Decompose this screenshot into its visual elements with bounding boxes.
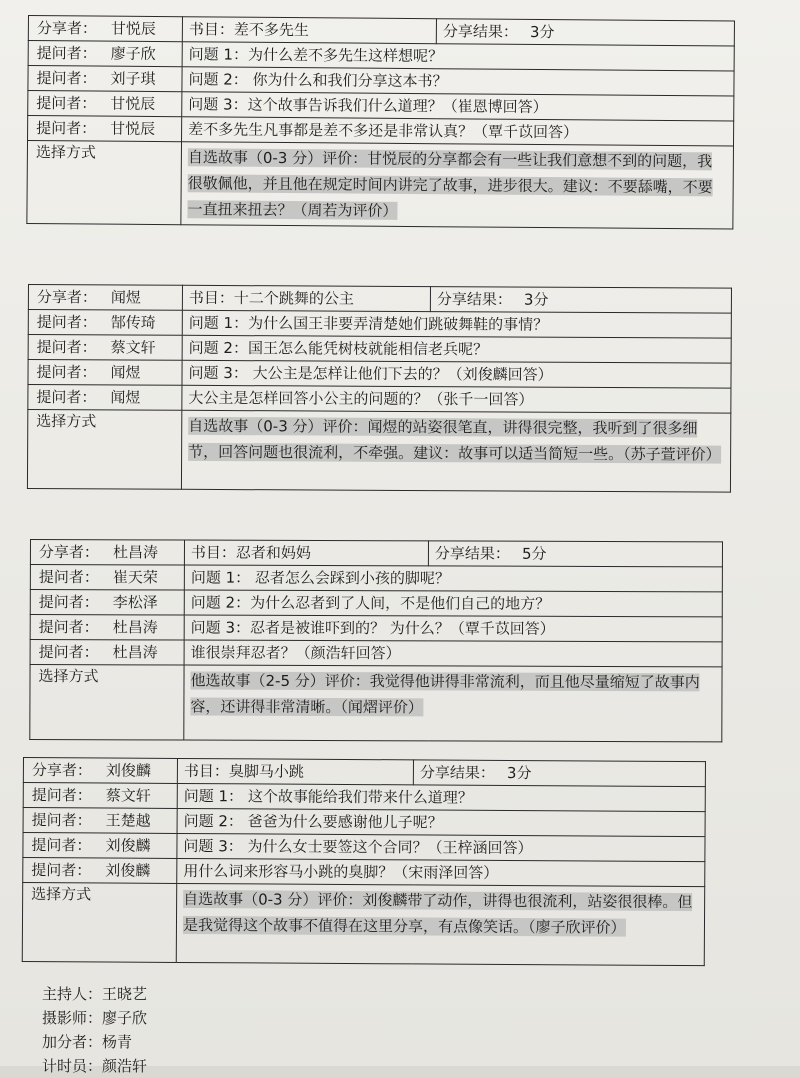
staff-photographer [42,1006,147,1030]
asker-cell [28,310,182,336]
question-text: 问题 1： 这个故事能给我们带来什么道理？ [177,783,705,811]
staff-list [42,982,147,1078]
evaluation-cell [176,883,704,965]
asker-cell [23,833,177,859]
asker-label: 提问者： [36,338,97,357]
result-score: 3分 [523,290,549,309]
asker-name: 廖子欣 [110,44,156,64]
sharer-label: 分享者： [31,761,92,780]
staff-role: 主持人： [42,985,103,1003]
asker-name: 刘俊麟 [105,861,151,880]
book-title: 书目：差不多先生 [182,17,436,44]
asker-name: 闻煜 [110,363,141,382]
evaluation-text: 他选故事（2-5 分）评价：我觉得他讲得非常流利，而且他尽量缩短了故事内容，还讲得非常清晰。（闻熠评价） [190,671,700,717]
result-label: 分享结果： [442,22,518,41]
result-label: 分享结果： [436,290,512,309]
result-score: 3分 [506,763,532,783]
sharer-label: 分享者： [36,19,97,38]
asker-cell [28,335,182,361]
evaluation-row [30,665,722,742]
question-text: 问题 1： 忍者怎么会踩到小孩的脚呢？ [184,565,722,592]
method-label: 选择方式 [30,665,184,741]
question-text: 问题 1：为什么国王非要弄清楚她们跳破舞鞋的事情？ [182,310,731,338]
asker-cell [30,590,184,616]
question-row [30,565,722,592]
question-text: 问题 1：为什么差不多先生这样想呢？ [182,42,734,71]
staff-timekeeper [42,1054,147,1078]
asker-label: 提问者： [36,94,97,113]
sharer-name: 甘悦辰 [110,19,156,39]
staff-scorer [42,1030,147,1054]
result-cell [413,760,705,787]
result-cell [436,19,734,46]
question-text: 差不多先生凡事都是差不多还是非常认真？（覃千苡回答） [182,117,734,146]
evaluation-row [27,141,734,230]
asker-cell [23,808,177,834]
asker-name: 甘悦辰 [110,94,156,114]
question-text: 问题 2： 爸爸为什么要感谢他儿子呢？ [177,808,705,836]
question-row [28,335,731,364]
question-text: 大公主是怎样回答小公主的问题的？（张千一回答） [182,385,731,413]
share-record-table [29,539,723,742]
asker-cell [23,858,177,884]
asker-name: 郜传琦 [110,313,156,332]
asker-label: 提问者： [31,811,92,830]
asker-name: 刘子琪 [110,69,156,89]
evaluation-text: 自选故事（0-3 分）评价：甘悦辰的分享都会有一些让我们意想不到的问题，我很敬佩他，并且他在规定时间内讲完了故事，进步很大。建议：不要舔嘴，不要一直扭来扭去？（周若为评价） [187,148,713,220]
method-label: 选择方式 [22,883,176,963]
asker-name: 杜昌涛 [112,643,158,662]
share-record-table [22,757,706,966]
result-cell [430,287,731,314]
sharer-name: 刘俊麟 [105,761,152,780]
sharer-cell [28,285,182,311]
asker-cell [28,116,182,142]
asker-name: 王楚越 [105,811,151,830]
asker-label: 提问者： [38,593,99,612]
share-record-table [26,15,735,230]
header-row [30,540,722,567]
question-row [28,310,731,339]
sharer-name: 杜昌涛 [112,543,159,562]
asker-label: 提问者： [38,643,99,662]
result-label: 分享结果： [419,763,495,782]
asker-label: 提问者： [36,119,97,138]
asker-name: 闻煜 [110,388,141,407]
header-row [28,285,731,314]
asker-label: 提问者： [38,568,99,587]
staff-name: 廖子欣 [102,1009,148,1027]
result-score: 3分 [529,22,555,42]
asker-cell [28,360,182,386]
question-text: 问题 3：这个故事告诉我们什么道理？（崔恩博回答） [182,92,734,121]
book-title: 书目：臭脚马小跳 [177,758,413,784]
asker-label: 提问者： [36,388,97,407]
question-text: 问题 3： 为什么女士要签这个合同？（王梓涵回答） [177,833,705,861]
question-row [28,360,731,389]
question-text: 谁很崇拜忍者？（颜浩轩回答） [184,640,722,667]
evaluation-cell [184,665,722,742]
asker-name: 李松泽 [112,593,158,612]
asker-name: 蔡文轩 [105,786,151,805]
asker-cell [28,385,182,411]
question-text: 问题 3： 大公主是怎样让他们下去的？（刘俊麟回答） [182,360,731,388]
asker-label: 提问者： [38,618,99,637]
asker-cell [28,91,182,117]
question-text: 问题 2： 你为什么和我们分享这本书？ [182,67,734,96]
asker-name: 蔡文轩 [110,338,156,357]
staff-role: 加分者： [42,1033,103,1051]
asker-label: 提问者： [36,313,97,332]
question-row [30,590,722,617]
evaluation-text: 自选故事（0-3 分）评价：闻煜的站姿很笔直，讲得很完整，我听到了很多细节，回答问题也很流利，不牵强。建议：故事可以适当简短一些。（苏子萱评价） [188,416,721,464]
evaluation-row [22,883,704,966]
sharer-name: 闻煜 [110,288,142,307]
asker-label: 提问者： [36,69,97,88]
result-cell [428,541,722,567]
asker-cell [30,565,184,591]
staff-name: 王晓艺 [102,985,148,1003]
asker-label: 提问者： [36,44,97,63]
asker-cell [30,640,184,666]
asker-label: 提问者： [31,836,92,855]
question-text: 问题 3：忍者是被谁吓到的？ 为什么？（覃千苡回答） [184,615,722,642]
sharer-cell [28,16,182,42]
evaluation-cell [181,142,734,229]
staff-role: 计时员： [42,1057,103,1075]
question-text: 用什么词来形容马小跳的臭脚？（宋雨泽回答） [177,858,705,886]
asker-label: 提问者： [36,363,97,382]
share-record-table [27,284,732,493]
sharer-cell [23,758,177,784]
staff-host [42,982,147,1006]
question-text: 问题 2：为什么忍者到了人间，不是他们自己的地方？ [184,590,722,617]
staff-role: 摄影师： [42,1009,103,1027]
asker-cell [23,783,177,809]
book-title: 书目：十二个跳舞的公主 [182,285,430,311]
question-row [28,385,731,414]
asker-cell [28,41,182,67]
evaluation-text: 自选故事（0-3 分）评价：刘俊麟带了动作，讲得也很流利，站姿很很棒。但是我觉得这个故事不值得在这里分享，有点像笑话。（廖子欣评价） [182,889,693,937]
sharer-cell [30,540,184,566]
asker-name: 刘俊麟 [105,836,151,855]
evaluation-cell [181,410,730,492]
asker-label: 提问者： [31,786,92,805]
book-title: 书目：忍者和妈妈 [184,540,428,566]
asker-cell [30,615,184,641]
sharer-label: 分享者： [36,288,97,307]
asker-cell [28,66,182,92]
asker-label: 提问者： [31,861,92,880]
method-label: 选择方式 [27,141,182,225]
asker-name: 崔天荣 [112,568,158,587]
question-row [30,640,722,667]
method-label: 选择方式 [27,410,181,490]
question-row [30,615,722,642]
staff-name: 颜浩轩 [102,1057,148,1075]
evaluation-row [27,410,730,493]
asker-name: 甘悦辰 [110,119,156,139]
result-label: 分享结果： [434,544,510,563]
sharer-label: 分享者： [38,543,100,562]
question-text: 问题 2：国王怎么能凭树枝就能相信老兵呢？ [182,335,731,363]
asker-name: 杜昌涛 [112,618,158,637]
staff-name: 杨青 [102,1033,133,1051]
result-score: 5分 [521,544,547,563]
